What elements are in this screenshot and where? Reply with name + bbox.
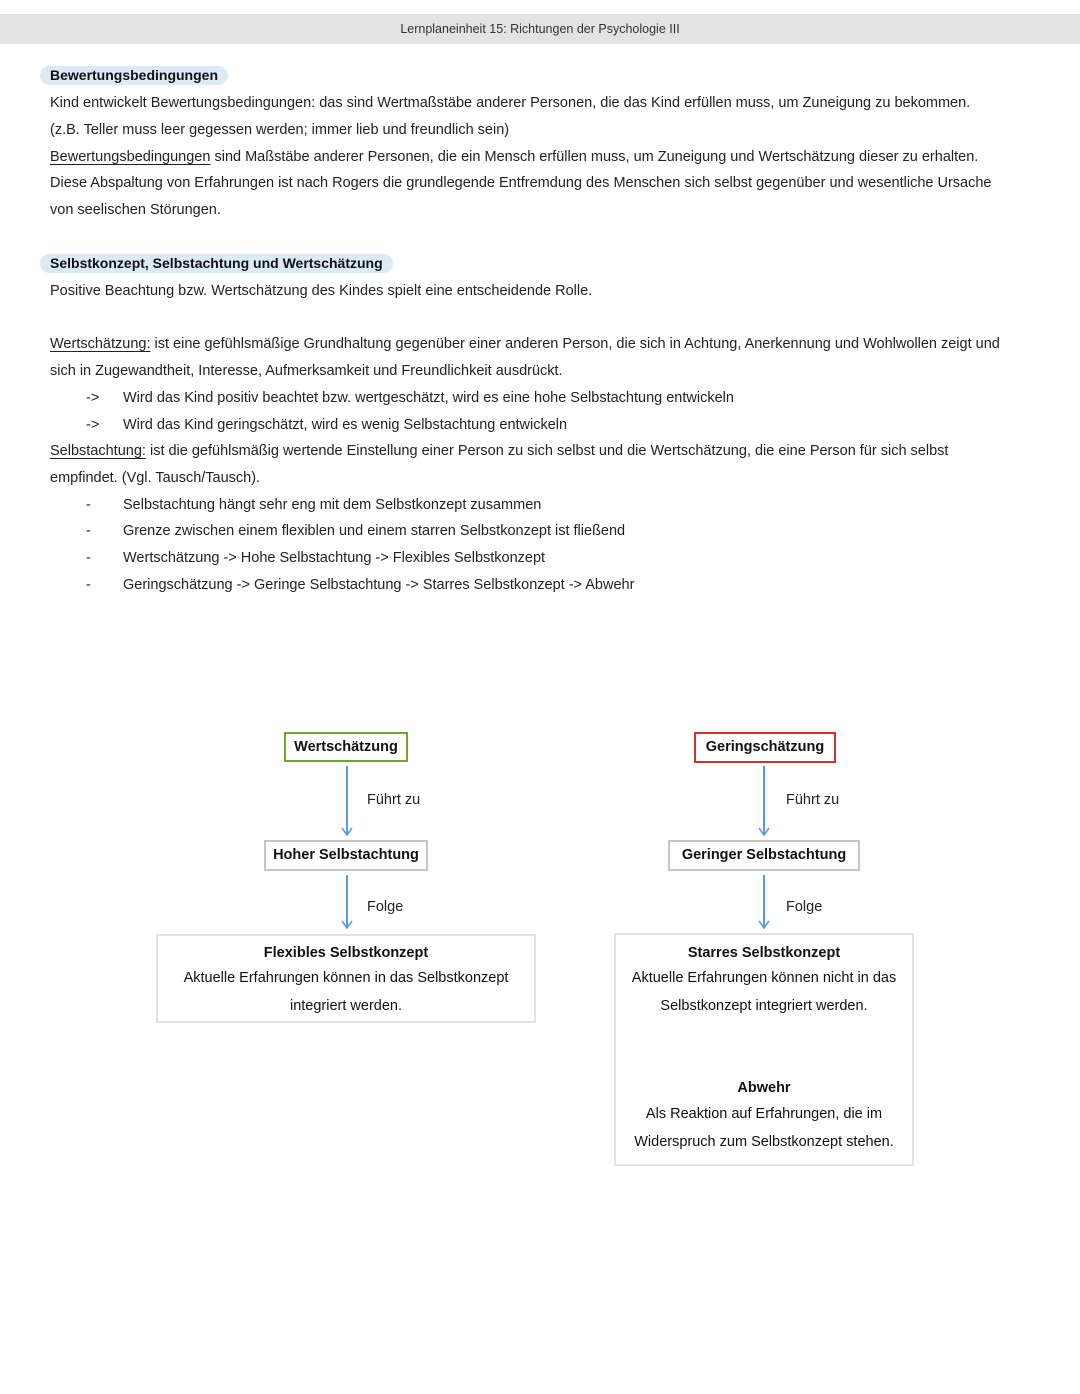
section-heading-selbstkonzept: Selbstkonzept, Selbstachtung und Wertschätzung <box>40 254 393 273</box>
result-text: Aktuelle Erfahrungen können nicht in das <box>631 970 897 986</box>
dash-bullet: - <box>86 577 91 593</box>
term-bewertungsbedingungen: Bewertungsbedingungen <box>50 149 211 165</box>
arrow-bullet: -> <box>86 390 100 406</box>
arrow-down-icon <box>341 766 353 838</box>
definition-line <box>50 147 978 167</box>
arrow-down-icon <box>758 766 770 838</box>
box-starres-selbstkonzept <box>614 933 914 1166</box>
paragraph-line: Diese Abspaltung von Erfahrungen ist nach Rogers die grundlegende Entfremdung des Menschen sich selbst gegenüber und wesentliche Ursache <box>50 175 992 191</box>
result-text: Aktuelle Erfahrungen können in das Selbstkonzept <box>183 970 509 986</box>
result-text: integriert werden. <box>289 998 403 1014</box>
box-geringer-selbstachtung: Geringer Selbstachtung <box>668 840 860 871</box>
list-item: Wertschätzung -> Hohe Selbstachtung -> Flexibles Selbstkonzept <box>123 550 546 566</box>
box-wertschaetzung: Wertschätzung <box>284 732 408 762</box>
result-text: Selbstkonzept integriert werden. <box>660 998 868 1014</box>
box-geringschaetzung: Geringschätzung <box>694 732 836 763</box>
term-selbstachtung: Selbstachtung: <box>50 443 146 459</box>
abwehr-text: Als Reaktion auf Erfahrungen, die im <box>645 1106 883 1122</box>
term-wertschaetzung: Wertschätzung: <box>50 336 151 352</box>
paragraph-line: von seelischen Störungen. <box>50 202 221 218</box>
box-flexibles-selbstkonzept <box>156 934 536 1023</box>
definition-line-wertschaetzung <box>50 334 1000 354</box>
arrow-label-folge: Folge <box>786 899 823 915</box>
page-header-title: Lernplaneinheit 15: Richtungen der Psychologie III <box>400 22 680 36</box>
result-title: Starres Selbstkonzept <box>687 945 841 961</box>
definition-line-selbstachtung <box>50 441 948 461</box>
arrow-label-fuehrt-zu: Führt zu <box>367 792 421 808</box>
abwehr-title: Abwehr <box>737 1080 791 1096</box>
definition-text: ist eine gefühlsmäßige Grundhaltung gegenüber einer anderen Person, die sich in Achtung, Anerkennung und Wohlwollen zeigt und <box>150 336 1000 352</box>
result-title: Flexibles Selbstkonzept <box>263 945 429 961</box>
list-item: Selbstachtung hängt sehr eng mit dem Selbstkonzept zusammen <box>123 497 542 513</box>
arrow-down-icon <box>758 875 770 931</box>
paragraph-line: Kind entwickelt Bewertungsbedingungen: das sind Wertmaßstäbe anderer Personen, die das Kind erfüllen muss, um Zuneigung zu bekommen. <box>50 95 971 111</box>
section-heading-bewertungsbedingungen: Bewertungsbedingungen <box>40 66 228 85</box>
abwehr-text: Widerspruch zum Selbstkonzept stehen. <box>634 1134 894 1150</box>
definition-text: sind Maßstäbe anderer Personen, die ein Mensch erfüllen muss, um Zuneigung und Wertschätzung dieser zu erhalten. <box>210 149 979 165</box>
paragraph-line: empfindet. (Vgl. Tausch/Tausch). <box>50 470 261 486</box>
definition-text: ist die gefühlsmäßig wertende Einstellung einer Person zu sich selbst und die Wertschätzung, die eine Person für sich selbst <box>145 443 949 459</box>
dash-bullet: - <box>86 523 91 539</box>
list-item: Grenze zwischen einem flexiblen und einem starren Selbstkonzept ist fließend <box>123 523 626 539</box>
dash-bullet: - <box>86 497 91 513</box>
dash-bullet: - <box>86 550 91 566</box>
paragraph-line: (z.B. Teller muss leer gegessen werden; immer lieb und freundlich sein) <box>50 122 510 138</box>
list-item: Wird das Kind geringschätzt, wird es wenig Selbstachtung entwickeln <box>123 417 568 433</box>
list-item: Geringschätzung -> Geringe Selbstachtung -> Starres Selbstkonzept -> Abwehr <box>123 577 635 593</box>
arrow-down-icon <box>341 875 353 931</box>
arrow-bullet: -> <box>86 417 100 433</box>
arrow-label-folge: Folge <box>367 899 404 915</box>
paragraph-line: sich in Zugewandtheit, Interesse, Aufmerksamkeit und Freundlichkeit ausdrückt. <box>50 363 563 379</box>
paragraph-line: Positive Beachtung bzw. Wertschätzung des Kindes spielt eine entscheidende Rolle. <box>50 283 593 299</box>
list-item: Wird das Kind positiv beachtet bzw. wertgeschätzt, wird es eine hohe Selbstachtung entwickeln <box>123 390 734 406</box>
arrow-label-fuehrt-zu: Führt zu <box>786 792 840 808</box>
box-hoher-selbstachtung: Hoher Selbstachtung <box>264 840 428 871</box>
page-header <box>0 14 1080 44</box>
